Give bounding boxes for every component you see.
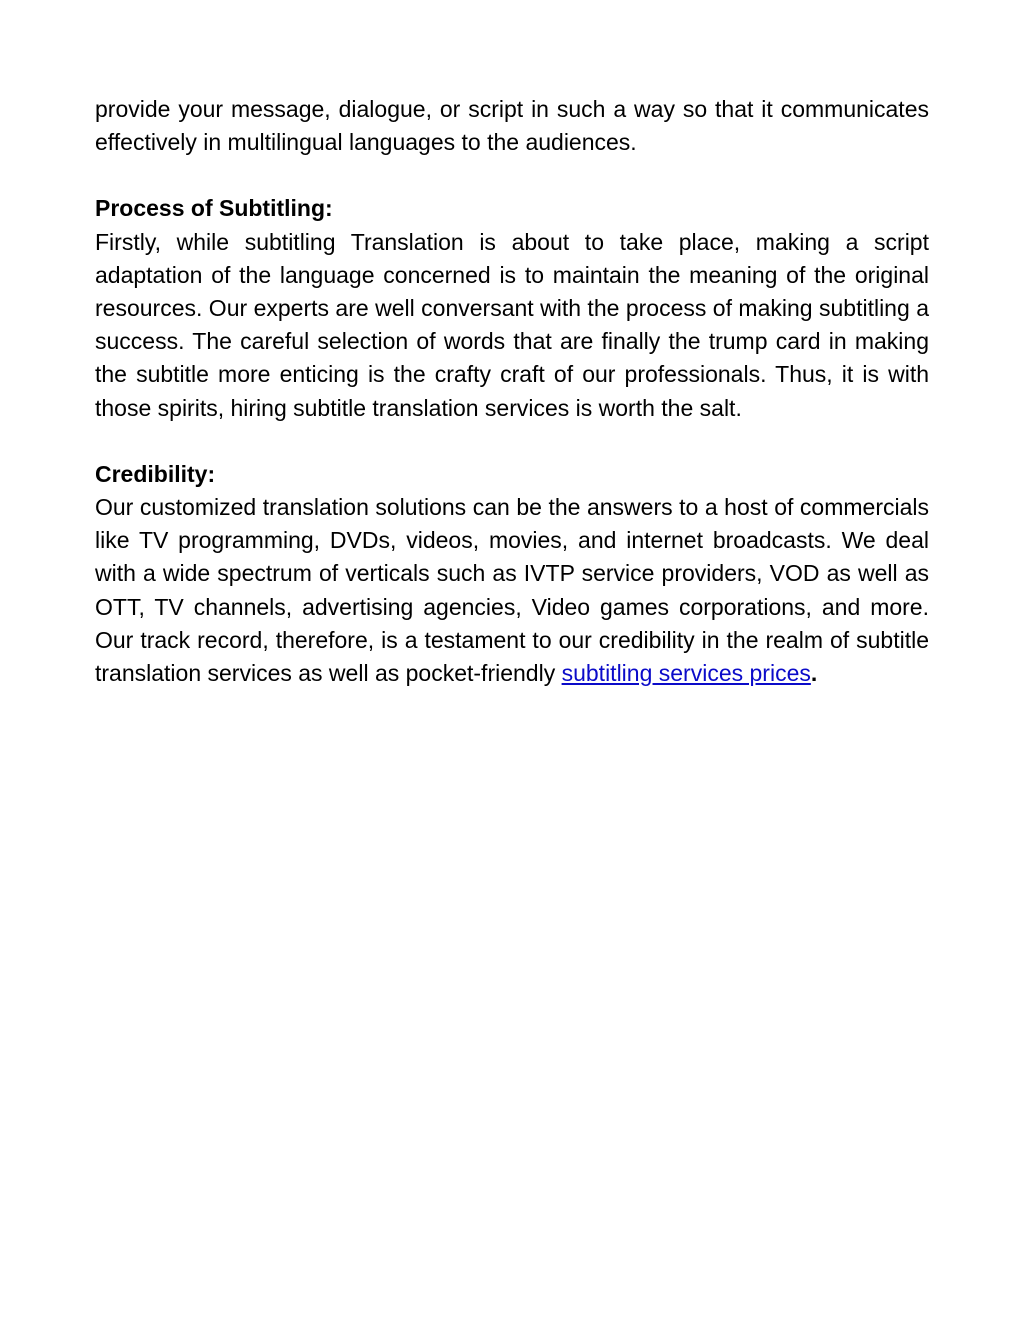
document-page [95,93,929,690]
paragraph-spacer [95,425,929,458]
paragraph-spacer [95,159,929,192]
subtitling-prices-link[interactable]: subtitling services prices [561,660,811,687]
intro-paragraph: provide your message, dialogue, or script in such a way so that it communicates effectively in multilingual languages to the audiences. [95,96,929,156]
credibility-heading: Credibility: [95,460,216,487]
process-paragraph: Firstly, while subtitling Translation is about to take place, making a script adaptation of the language concerned is to maintain the meaning of the original resources. Our experts are well conversant with the process of making subtitling a success. The careful selection of words that are finally the trump card in making the subtitle more enticing is the crafty craft of our professionals. Thus, it is with those spirits, hiring subtitle translation services is worth the salt. [95,228,929,421]
trailing-period: . [810,660,818,687]
credibility-paragraph [95,491,929,690]
credibility-text: Our customized translation solutions can be the answers to a host of commercials like TV programming, DVDs, videos, movies, and internet broadcasts. We deal with a wide spectrum of verticals such as IVTP service providers, VOD as well as OTT, TV channels, advertising agencies, Video games corporations, and more. Our track record, therefore, is a testament to our credibility in the realm of subtitle translation services as well as pocket-friendly [95,494,929,687]
process-heading: Process of Subtitling: [95,195,333,222]
